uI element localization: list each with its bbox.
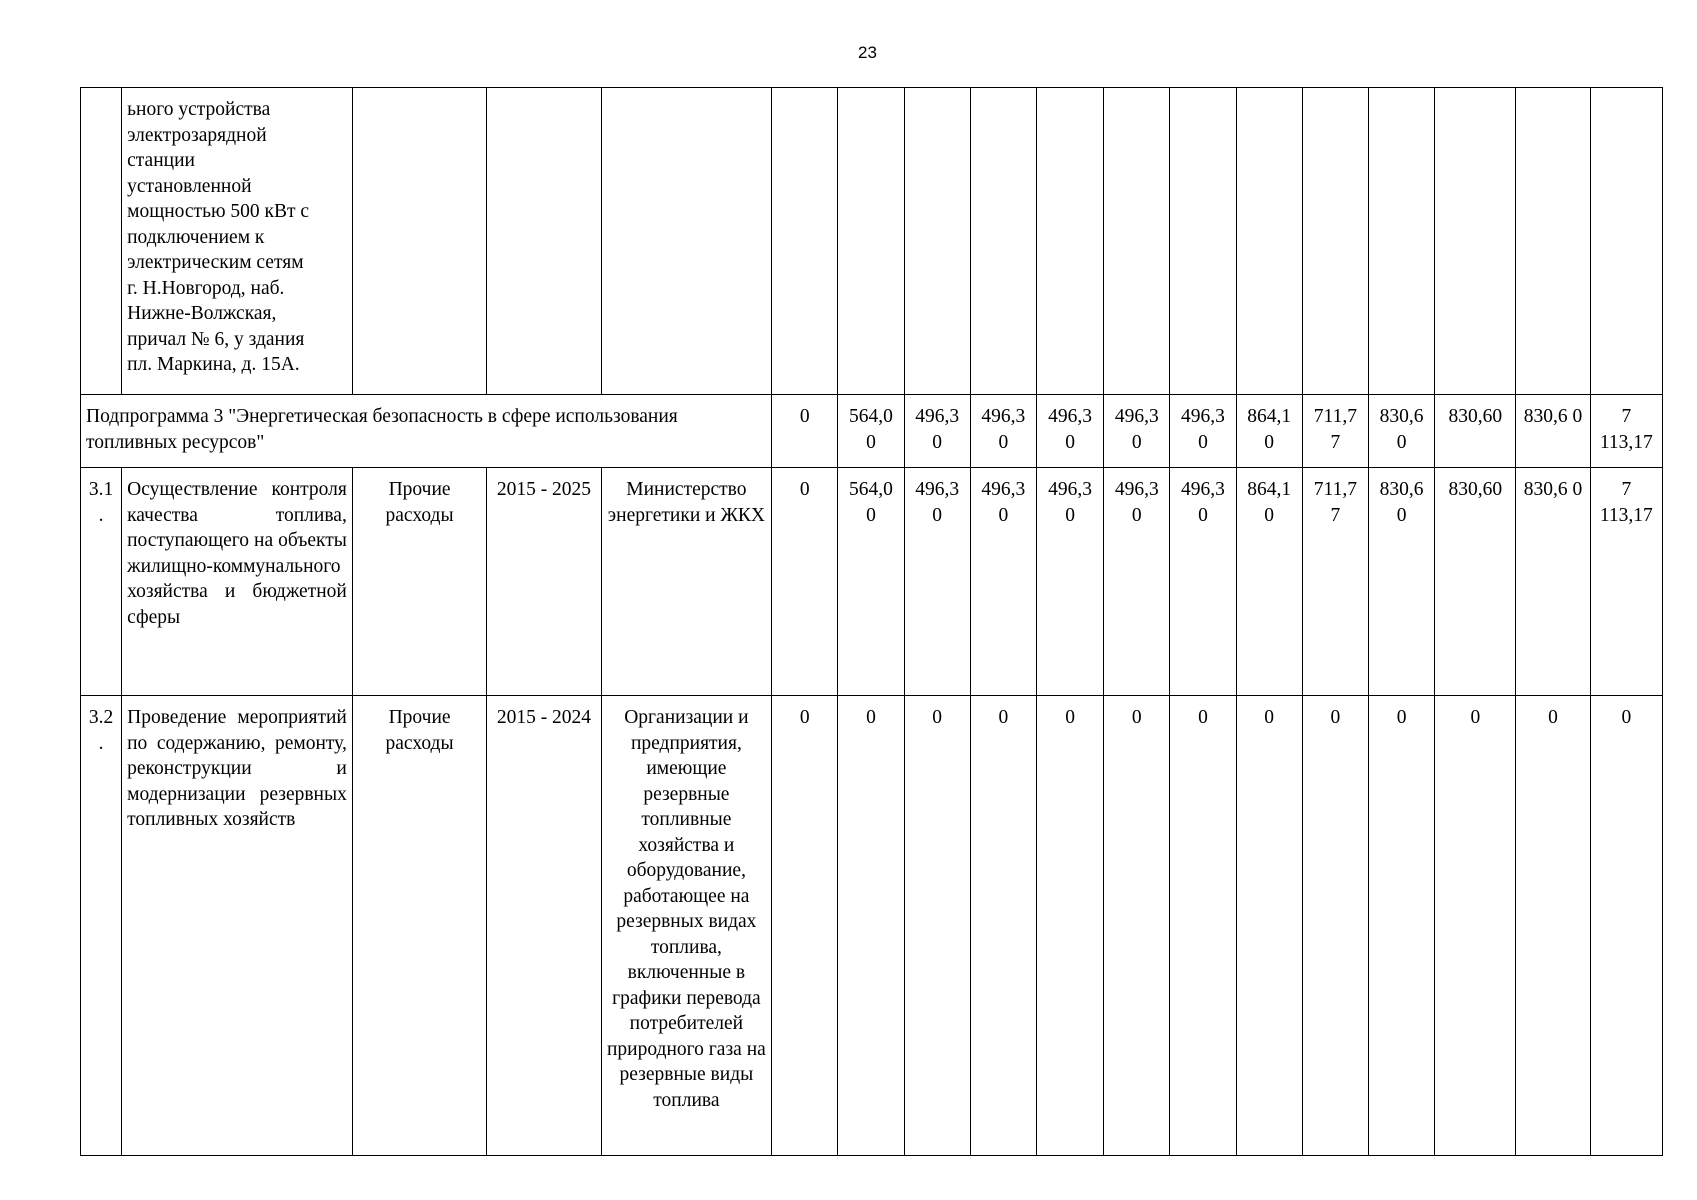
description-line: г. Н.Новгород, наб. [127,277,285,299]
value-cell: 0 [970,696,1036,1156]
expense-type-cell [352,88,486,395]
executor-cell: Министерство энергетики и ЖКХ [601,468,772,696]
total-cell: 7 113,17 [1590,468,1662,696]
value-cell: 830,6 0 [1516,395,1590,468]
value-cell: 496,3 0 [1104,468,1170,696]
period-cell [487,88,601,395]
value-cell: 0 [1036,696,1103,1156]
value-cell [1302,88,1368,395]
value-cell [1368,88,1434,395]
value-cell: 496,3 0 [970,468,1036,696]
value-cell: 496,3 0 [1036,395,1103,468]
value-cell: 0 [904,696,970,1156]
value-cell: 0 [1104,696,1170,1156]
value-cell: 0 [1170,696,1236,1156]
value-cell: 496,3 0 [904,468,970,696]
value-cell [904,88,970,395]
value-cell [1516,88,1590,395]
value-cell [1036,88,1103,395]
description-line: станции [127,150,195,171]
executor-cell: Организации и предприятия, имеющие резервные топливные хозяйства и оборудование, работающее на резервных видах топлива, включенные в графики перевода потребителей природного газа на резервные виды топлива [601,696,772,1156]
value-cell [1435,88,1516,395]
description-line: установленной [127,175,252,197]
value-cell: 0 [1435,696,1516,1156]
value-cell [1170,88,1236,395]
total-cell: 0 [1590,696,1662,1156]
value-cell: 0 [838,696,904,1156]
value-cell: 564,0 0 [838,395,904,468]
period-cell: 2015 - 2024 [487,696,601,1156]
value-cell [1236,88,1302,395]
description-line: электрическим сетям [127,252,304,273]
value-cell: 496,3 0 [970,395,1036,468]
table-row [81,88,1663,395]
table-row [81,696,1663,1156]
description-line: подключением к [127,226,265,248]
number-cell: 3.1 . [81,468,122,696]
description-line: Нижне-Волжская, [127,303,277,324]
value-cell: 0 [772,468,838,696]
number-cell [81,88,122,395]
description-line: пл. Маркина, д. 15А. [127,354,300,375]
value-cell [838,88,904,395]
value-cell [772,88,838,395]
subprogram-title: Подпрограмма 3 "Энергетическая безопасность в сфере использования топливных ресурсов" [81,395,772,468]
value-cell: 830,60 [1435,468,1516,696]
description-line: мощностью 500 кВт с [127,201,310,222]
value-cell [1590,88,1662,395]
value-cell: 864,1 0 [1236,395,1302,468]
description-line: электрозарядной [127,124,267,146]
value-cell: 496,3 0 [1170,395,1236,468]
value-cell: 711,7 7 [1302,395,1368,468]
value-cell: 496,3 0 [904,395,970,468]
description-cell: Осуществление контроля качества топлива, поступающего на объекты жилищно-коммунального хозяйства и бюджетной сферы [122,468,353,696]
description-cell [122,88,353,395]
program-table [80,87,1663,1156]
period-cell: 2015 - 2025 [487,468,601,696]
value-cell: 496,3 0 [1170,468,1236,696]
value-cell: 711,7 7 [1302,468,1368,696]
value-cell: 496,3 0 [1104,395,1170,468]
value-cell: 0 [1302,696,1368,1156]
description-line: причал № 6, у здания [127,328,305,350]
value-cell: 0 [772,696,838,1156]
description-cell: Проведение мероприятий по содержанию, ремонту, реконструкции и модернизации резервных топливных хозяйств [122,696,353,1156]
value-cell [1104,88,1170,395]
number-cell: 3.2 . [81,696,122,1156]
expense-type-cell: Прочие расходы [352,468,486,696]
value-cell: 830,6 0 [1516,468,1590,696]
value-cell: 564,0 0 [838,468,904,696]
page-number: 23 [858,43,877,62]
value-cell: 0 [1368,696,1434,1156]
total-cell: 7 113,17 [1590,395,1662,468]
value-cell: 864,1 0 [1236,468,1302,696]
executor-cell [601,88,772,395]
expense-type-cell: Прочие расходы [352,696,486,1156]
table-row [81,468,1663,696]
subprogram-row [81,395,1663,468]
value-cell: 0 [1236,696,1302,1156]
value-cell: 496,3 0 [1036,468,1103,696]
value-cell: 830,60 [1435,395,1516,468]
value-cell: 0 [772,395,838,468]
description-line: ьного устройства [127,99,271,120]
value-cell [970,88,1036,395]
value-cell: 0 [1516,696,1590,1156]
value-cell: 830,6 0 [1368,395,1434,468]
value-cell: 830,6 0 [1368,468,1434,696]
